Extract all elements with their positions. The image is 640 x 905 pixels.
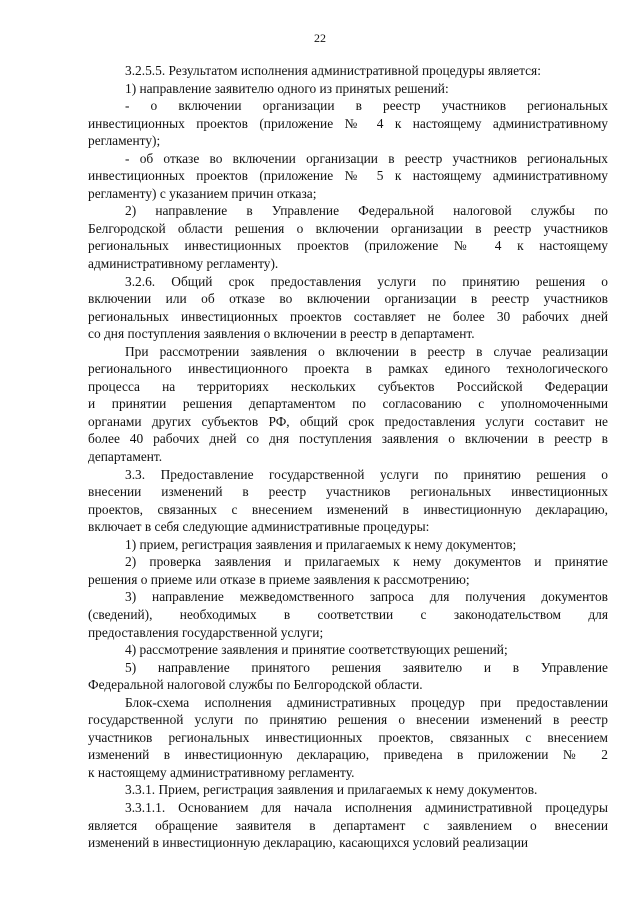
text-line: 1) прием, регистрация заявления и прилагаемых к нему документов; (125, 536, 517, 552)
text-line: и принятии решения департаментом по согласованию с уполномоченными (88, 396, 608, 412)
text-line: - об отказе во включении организации в реестр участников региональных (125, 150, 608, 166)
paragraph (88, 553, 608, 588)
paragraph (88, 273, 608, 343)
text-line: Белгородской области решения о включении организации в реестр участников (88, 220, 608, 236)
paragraph (88, 781, 608, 799)
text-line: 2) направление в Управление Федеральной налоговой службы по (125, 203, 608, 219)
text-line: Федеральной налоговой службы по Белгородской области. (88, 677, 423, 693)
text-line: региональных инвестиционных проектов составляет не более 30 рабочих дней (88, 308, 608, 324)
paragraph (88, 641, 608, 659)
paragraph (88, 536, 608, 554)
text-line: решения о приеме или отказе в приеме заявления к рассмотрению; (88, 571, 470, 587)
text-line: регламенту); (88, 133, 161, 149)
text-line: со дня поступления заявления о включении в реестр в департамент. (88, 326, 475, 342)
text-line: 5) направление принятого решения заявителю и в Управление (125, 659, 608, 675)
paragraph (88, 80, 608, 98)
paragraph (88, 97, 608, 150)
page-number: 22 (314, 31, 326, 45)
paragraph (88, 659, 608, 694)
text-line: включении или об отказе во включении организации в реестр участников (88, 291, 608, 307)
text-line: (сведений), необходимых в соответствии с законодательством для (88, 606, 608, 622)
text-line: 3) направление межведомственного запроса для получения документов (125, 589, 608, 605)
paragraph (88, 799, 608, 852)
text-line: 3.2.5.5. Результатом исполнения административной процедуры является: (125, 63, 541, 78)
text-line: внесении изменений в реестр участников региональных инвестиционных (88, 484, 608, 500)
text-line: включает в себя следующие административные процедуры: (88, 519, 430, 535)
text-line: органами других субъектов РФ, общий срок предоставления услуги составит не (88, 413, 608, 429)
text-line: региональных инвестиционных проектов (приложение № 4 к настоящему (88, 238, 608, 254)
text-line: является обращение заявителя в департамент с заявлением о внесении (88, 817, 608, 833)
text-line: изменений в инвестиционную декларацию, приведена в приложении № 2 (88, 747, 608, 763)
text-line: более 40 рабочих дней со дня поступления заявления о включении в реестр в (88, 431, 608, 447)
text-line: государственной услуги по принятию решения о внесении изменений в реестр (88, 712, 608, 728)
text-line: департамент. (88, 449, 163, 465)
text-line: участников региональных инвестиционных проектов, связанных с внесением (88, 729, 608, 745)
text-line: 4) рассмотрение заявления и принятие соответствующих решений; (125, 642, 508, 658)
text-line: предоставления государственной услуги; (88, 624, 324, 640)
paragraph (88, 588, 608, 641)
text-line: 3.3.1.1. Основанием для начала исполнения административной процедуры (125, 799, 608, 815)
paragraph (88, 150, 608, 203)
text-line: регионального инвестиционного проекта в рамках единого технологического (88, 361, 608, 377)
text-line: 3.2.6. Общий срок предоставления услуги по принятию решения о (125, 273, 608, 289)
paragraph (88, 62, 608, 80)
paragraph (88, 343, 608, 466)
text-line: 2) проверка заявления и прилагаемых к нему документов и принятие (125, 554, 608, 570)
document-body (88, 62, 608, 852)
text-line: При рассмотрении заявления о включении в реестр в случае реализации (125, 343, 608, 359)
text-line: Блок-схема исполнения административных процедур при предоставлении (125, 694, 608, 710)
paragraph (88, 694, 608, 782)
text-line: проектов, связанных с внесением изменений в инвестиционную декларацию, (88, 501, 608, 517)
text-line: инвестиционных проектов (приложение № 5 к настоящему административному (88, 168, 608, 184)
text-line: 3.3. Предоставление государственной услуги по принятию решения о (125, 466, 608, 482)
paragraph (88, 466, 608, 536)
paragraph (88, 202, 608, 272)
text-line: регламенту) с указанием причин отказа; (88, 185, 317, 201)
text-line: - о включении организации в реестр участников региональных (125, 98, 608, 114)
text-line: 3.3.1. Прием, регистрация заявления и прилагаемых к нему документов. (125, 782, 538, 798)
text-line: к настоящему административному регламенту. (88, 764, 355, 780)
text-line: инвестиционных проектов (приложение № 4 к настоящему административному (88, 115, 608, 131)
text-line: административному регламенту). (88, 256, 279, 272)
text-line: процесса на территориях нескольких субъектов Российской Федерации (88, 378, 608, 394)
text-line: 1) направление заявителю одного из принятых решений: (125, 80, 449, 96)
text-line: изменений в инвестиционную декларацию, касающихся условий реализации (88, 835, 529, 851)
